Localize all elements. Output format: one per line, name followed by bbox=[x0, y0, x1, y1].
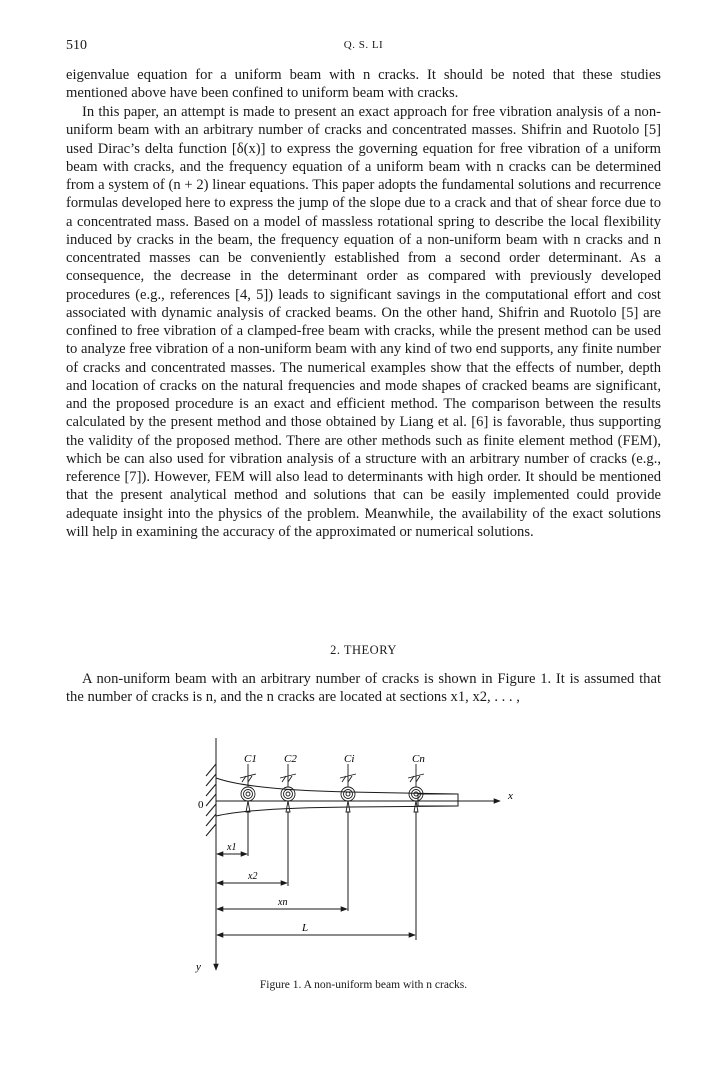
crack-spring-c1 bbox=[240, 764, 256, 812]
figure-caption: Figure 1. A non-uniform beam with n cracks. bbox=[259, 979, 468, 991]
paragraph-2 bbox=[66, 103, 661, 541]
paragraph-3-text: A non-uniform beam with an arbitrary number of cracks is shown in Figure 1. It is assumed that the number of cracks is n, and the n cracks are located at sections x1, x2, . . . , bbox=[66, 671, 661, 706]
page-header bbox=[66, 38, 661, 56]
section-heading: 2. THEORY bbox=[330, 643, 397, 657]
label-l: L bbox=[302, 922, 309, 934]
label-ci: Ci bbox=[344, 753, 355, 765]
label-x2: x2 bbox=[248, 871, 258, 882]
crack-spring-c2 bbox=[280, 764, 296, 812]
wall-hatch bbox=[206, 738, 216, 958]
dimension-extension-lines bbox=[248, 812, 416, 940]
page-number: 510 bbox=[66, 38, 87, 53]
label-c1: C1 bbox=[244, 753, 257, 765]
label-xn: xn bbox=[278, 897, 288, 908]
origin-label: 0 bbox=[198, 799, 204, 811]
beam-diagram bbox=[190, 728, 550, 978]
x-axis-label: x bbox=[508, 790, 513, 802]
label-x1: x1 bbox=[227, 842, 237, 853]
y-axis-label: y bbox=[196, 961, 201, 973]
paragraph-1 bbox=[66, 66, 661, 103]
label-c2: C2 bbox=[284, 753, 297, 765]
paragraph-2-text: In this paper, an attempt is made to present an exact approach for free vibration analysis of a non-uniform beam with an arbitrary number of cracks and concentrated masses. Shifrin and Ruotolo [5] used Dirac’s delta function [δ(x)] to express the governing equation for free vibration of a uniform beam with cracks, and the frequency equation of a uniform beam with n cracks can be determined from a system of (n + 2) linear equations. This paper adopts the fundamental solutions and recurrence formulas developed here to express the jump of the slope due to a crack and that of shear force due to a concentrated mass. Based on a model of massless rotational spring to describe the local flexibility induced by cracks in the beam, the frequency equation of a non-uniform beam with n cracks and n concentrated masses can be conveniently established from a second order determinant. As a consequence, the decrease in the determinant order as compared with previously developed procedures (e.g., references [4, 5]) leads to significant savings in the computational effort and cost associated with dynamic analysis of cracked beams. On the other hand, Shifrin and Ruotolo [5] are confined to free vibration of a clamped-free beam with cracks, while the present method can be used to analyze free vibration of a non-uniform beam with any kind of two end supports, any finite number of cracks and concentrated masses. The numerical examples show that the effects of number, depth and location of cracks on the natural frequencies and mode shapes of cracked beams are significant, and the proposed procedure is an exact and efficient method. The comparison between the results calculated by the present method and those obtained by Liang et al. [6] is favorable, thus supporting the validity of the proposed method. There are other methods such as finite element method (FEM), which be can also used for vibration analysis of a structure with an arbitrary number of cracks (e.g., reference [7]). However, FEM will also lead to determinants with high order. It should be mentioned that the present analytical method and solutions that can be easily implemented could provide adequate insight into the physics of the problem. Meanwhile, the availability of the exact solutions will help in examining the accuracy of the approximated or numerical solutions. bbox=[66, 104, 661, 540]
label-cn: Cn bbox=[412, 753, 425, 765]
paragraph-1-text: eigenvalue equation for a uniform beam with n cracks. It should be noted that these studies mentioned above have been confined to uniform beam with cracks. bbox=[66, 67, 661, 102]
crack-spring-cn bbox=[408, 764, 424, 812]
running-head: Q. S. LI bbox=[343, 39, 384, 51]
crack-spring-ci bbox=[340, 764, 356, 812]
beam bbox=[216, 778, 458, 816]
figure-1 bbox=[190, 728, 550, 978]
paragraph-3 bbox=[66, 670, 661, 707]
